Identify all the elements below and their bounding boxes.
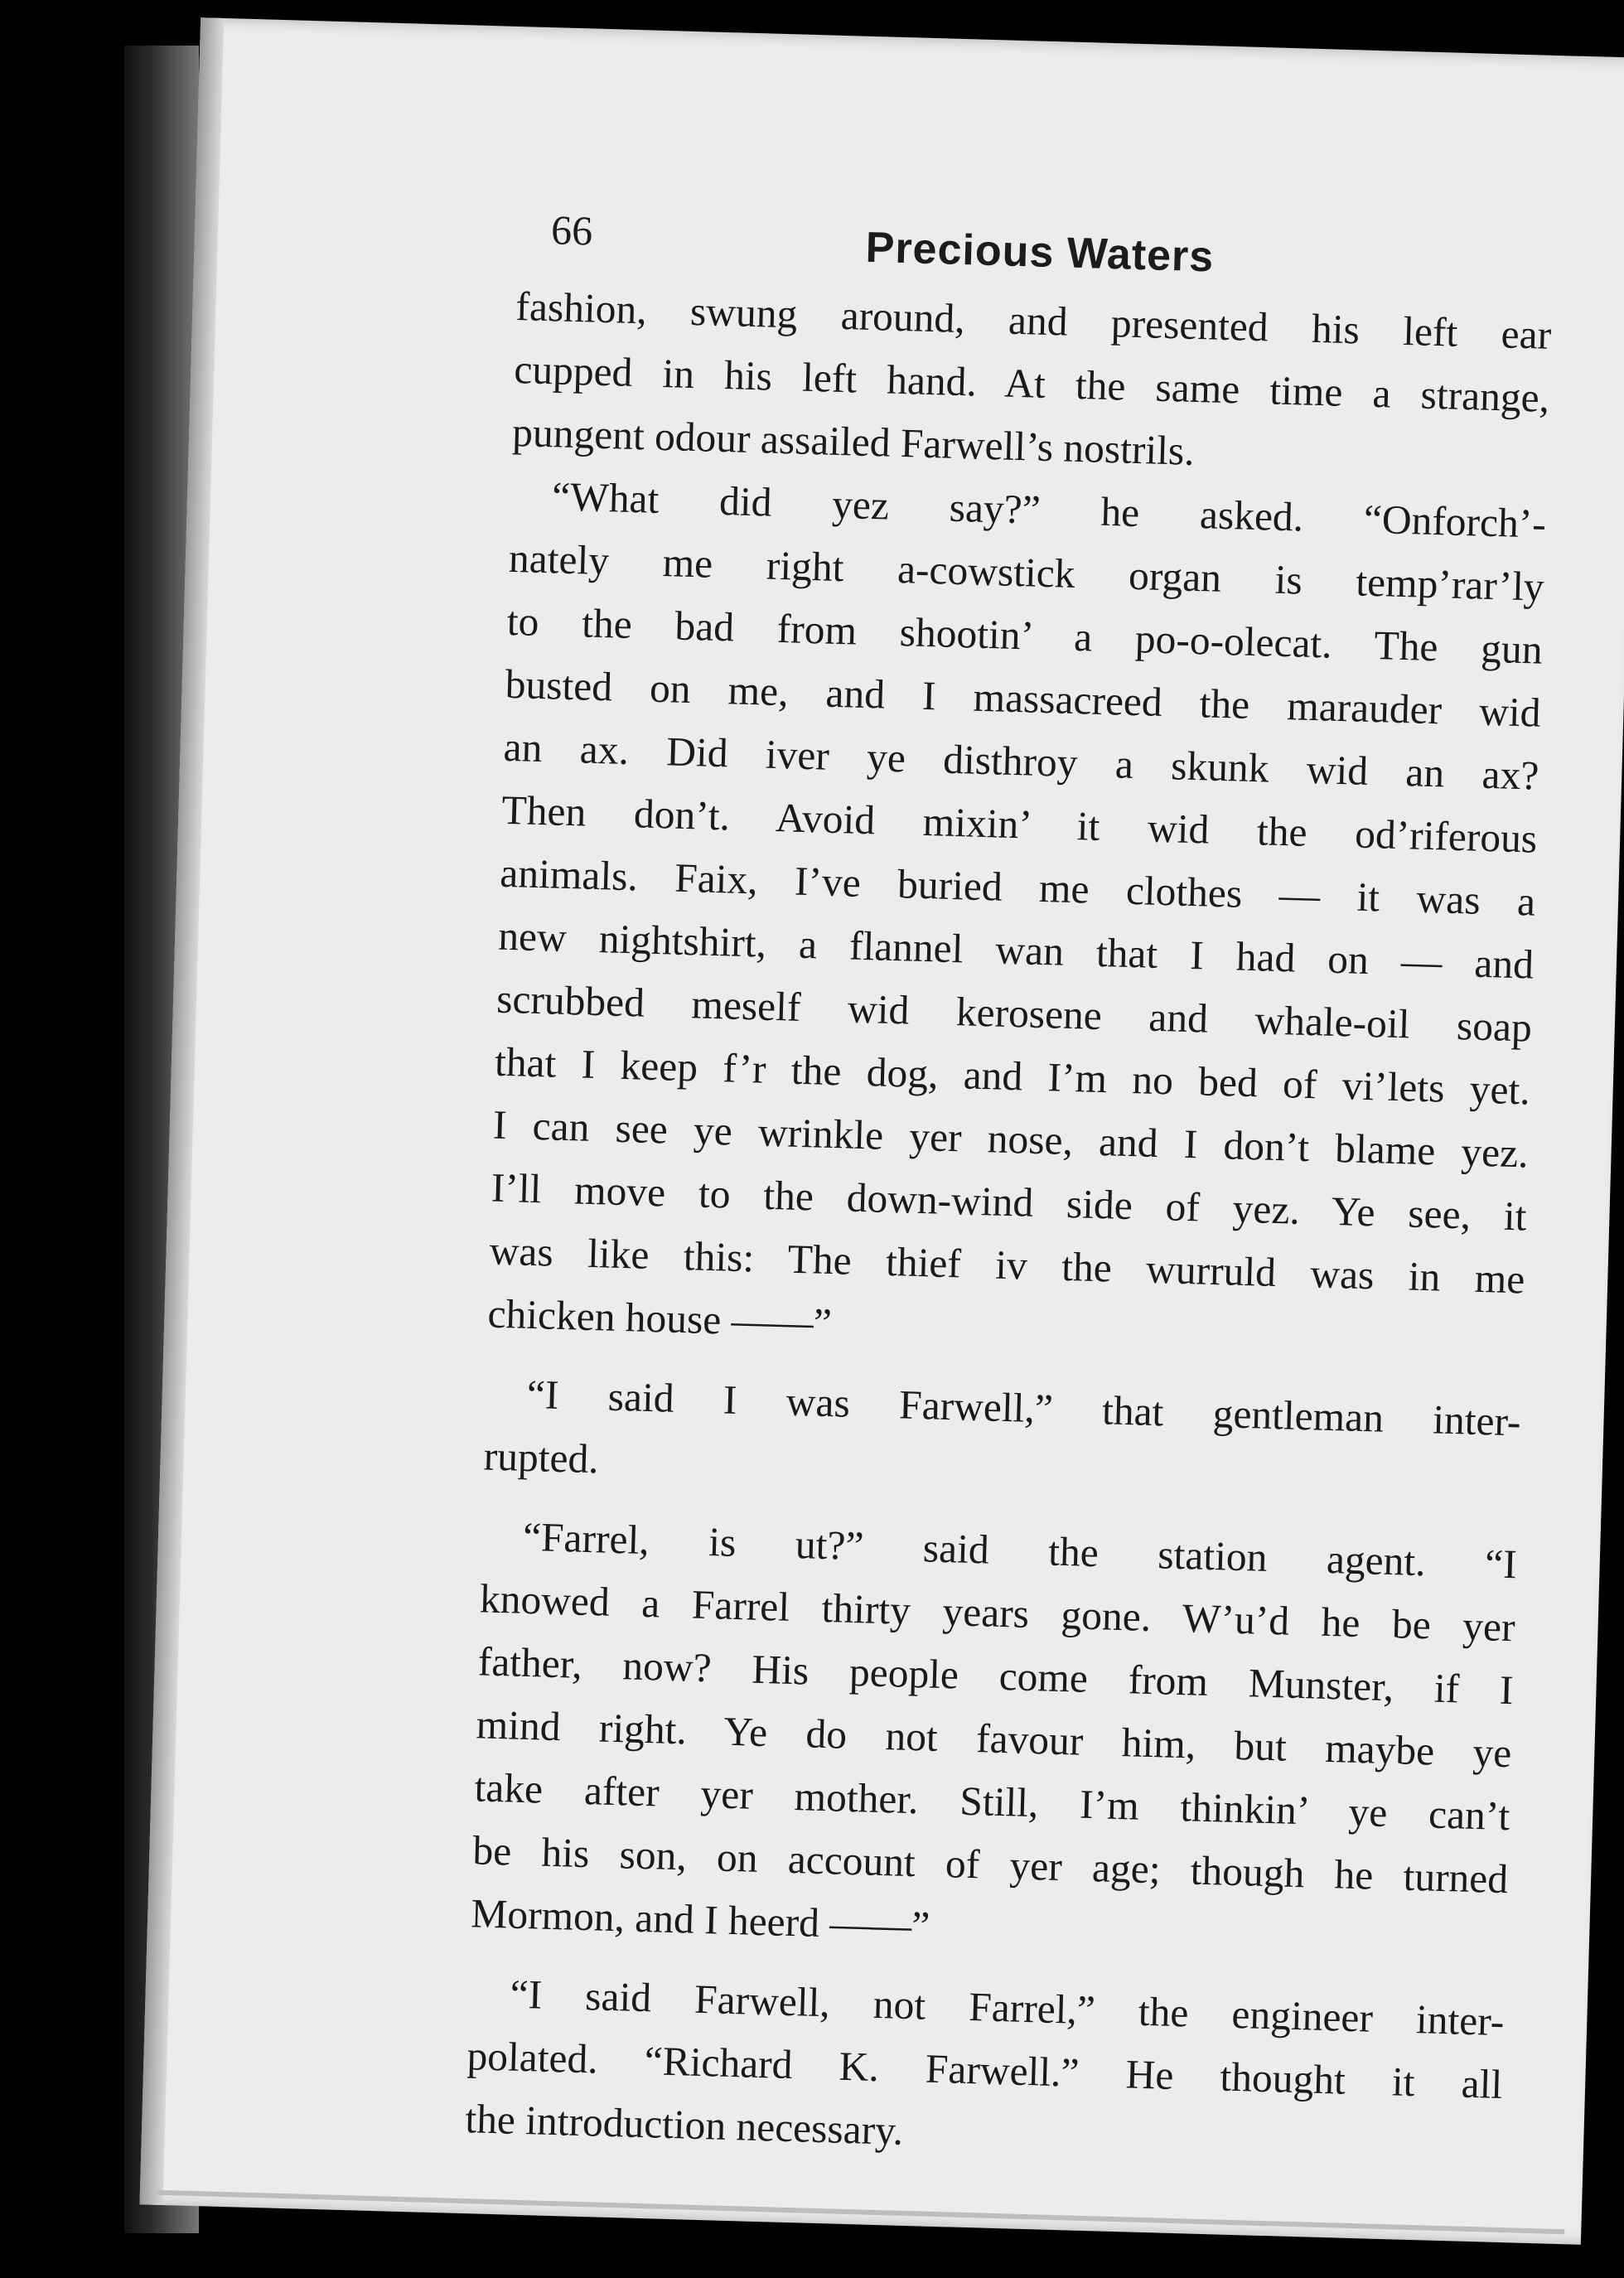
text-line: an ax. Did iver ye disthroy a skunk wid an ax? [502, 723, 1540, 799]
running-head: Precious Waters [864, 223, 1215, 282]
text-line: I can see ye wrinkle yer nose, and I don’t blame yez. [492, 1101, 1530, 1177]
text-line: new nightshirt, a flannel wan that I had on — and [497, 912, 1535, 988]
text-line: “What did yez say?” he asked. “Onforch’- [551, 473, 1547, 547]
text-line: knowed a Farrel thirty years gone. W’u’d he be yer [479, 1575, 1516, 1651]
text-line: father, now? His people come from Munster, if I [477, 1638, 1515, 1714]
book-page [139, 17, 1624, 2245]
text-line: scrubbed meself wid kerosene and whale-oil soap [495, 975, 1533, 1051]
text-line: “I said I was Farwell,” that gentleman inter- [526, 1371, 1522, 1445]
text-line: “Farrel, is ut?” said the station agent. “I [522, 1513, 1518, 1588]
text-line: mind right. Ye do not favour him, but maybe ye [476, 1701, 1513, 1777]
text-line: cupped in his left hand. At the same time a strange, [513, 346, 1550, 421]
text-line: fashion, swung around, and presented his left ear [515, 283, 1552, 358]
text-line: animals. Faix, I’ve buried me clothes — it was a [499, 849, 1536, 925]
text-line: rupted. [483, 1433, 600, 1482]
text-line: that I keep f’r the dog, and I’m no bed of vi’lets yet. [494, 1038, 1531, 1114]
text-line: I’ll move to the down-wind side of yez. Ye see, it [491, 1164, 1528, 1240]
text-line: polated. “Richard K. Farwell.” He thought it all [466, 2033, 1503, 2108]
text-line: was like this: The thief iv the wurruld was in me [489, 1227, 1526, 1303]
text-line: nately me right a-cowstick organ is temp’rar’ly [508, 534, 1545, 610]
text-line: Then don’t. Avoid mixin’ it wid the od’riferous [500, 786, 1538, 862]
body-text [464, 275, 1552, 2179]
text-line: “I said Farwell, not Farrel,” the engineer inter- [509, 1971, 1506, 2045]
text-line: busted on me, and I massacreed the marauder wid [505, 660, 1542, 736]
text-line: take after yer mother. Still, I’m thinkin’ ye can’t [473, 1764, 1510, 1840]
text-line: pungent odour assailed Farwell’s nostrils. [511, 409, 1196, 474]
page-number: 66 [550, 206, 593, 254]
text-line: be his son, on account of yer age; though he turned [471, 1827, 1509, 1903]
text-line: the introduction necessary. [464, 2096, 904, 2154]
text-line: Mormon, and I heerd ——” [470, 1890, 930, 1949]
page-bottom-edge [157, 2190, 1565, 2234]
text-line: to the bad from shootin’ a po-o-olecat. The gun [506, 597, 1544, 673]
text-line: chicken house ——” [486, 1290, 833, 1347]
